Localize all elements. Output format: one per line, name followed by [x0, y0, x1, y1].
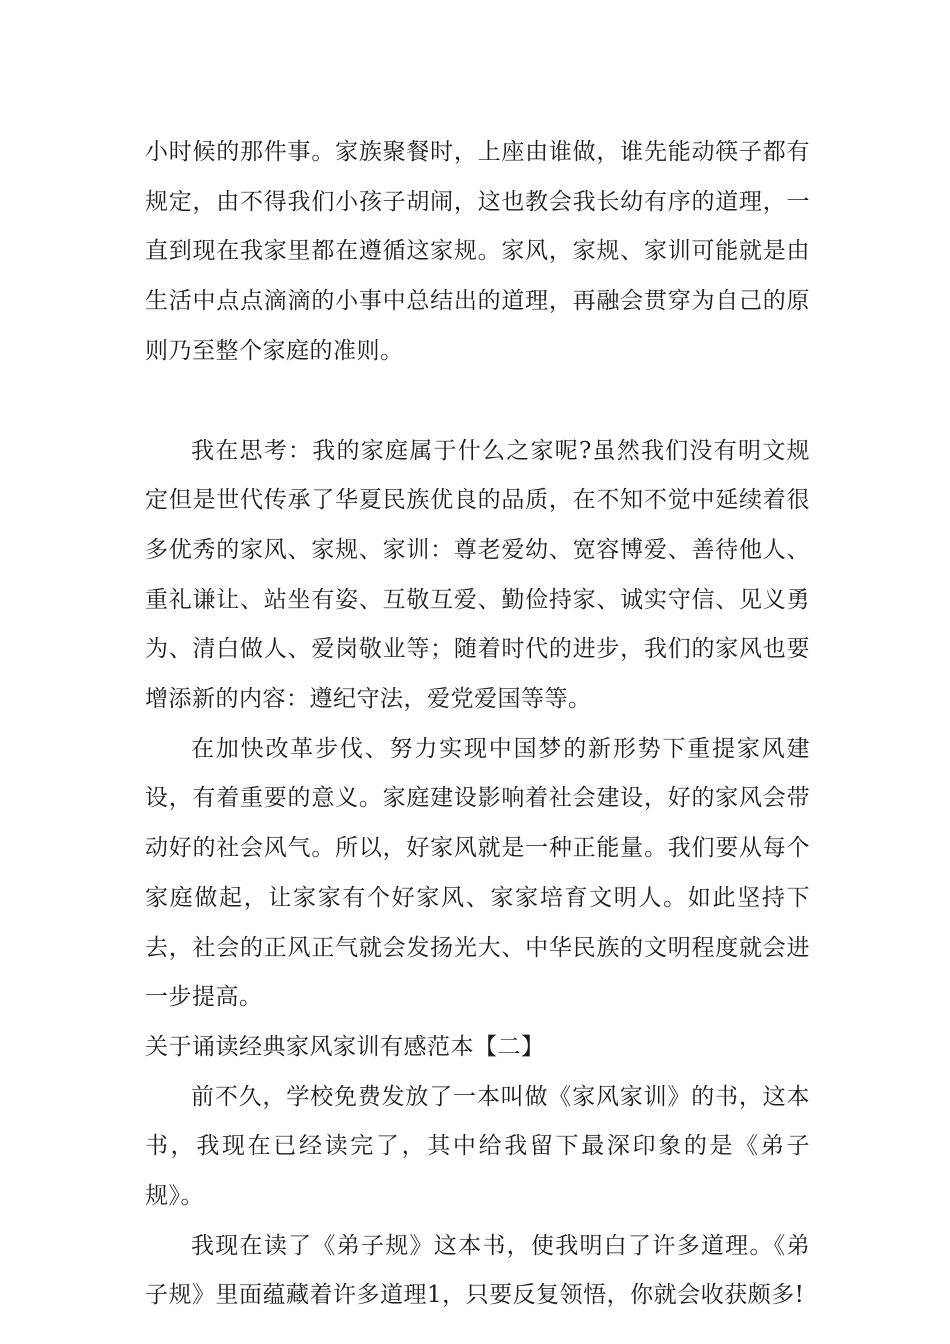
- paragraph-dizigui: 我现在读了《弟子规》这本书，使我明白了许多道理。《弟子规》里面蕴藏着许多道理1，只要反复领悟，你就会收获颇多!: [145, 1232, 810, 1309]
- paragraph-family-reflection: 我在思考：我的家庭属于什么之家呢?虽然我们没有明文规定但是世代传承了华夏民族优良的品质，在不知不觉中延续着很多优秀的家风、家规、家训：尊老爱幼、宽容博爱、善待他人、重礼谦让、站坐有姿、互敬互爱、勤俭持家、诚实守信、见义勇为、清白做人、爱岗敬业等；随着时代的进步，我们的家风也要增添新的内容：遵纪守法，爱党爱国等等。: [145, 437, 810, 713]
- paragraph-book-intro: 前不久，学校免费发放了一本叫做《家风家训》的书，这本书，我现在已经读完了，其中给我留下最深印象的是《弟子规》。: [145, 1083, 810, 1210]
- paragraph-family-values-significance: 在加快改革步伐、努力实现中国梦的新形势下重提家风建设，有着重要的意义。家庭建设影响着社会建设，好的家风会带动好的社会风气。所以，好家风就是一种正能量。我们要从每个家庭做起，让家家有个好家风、家家培育文明人。如此坚持下去，社会的正风正气就会发扬光大、中华民族的文明程度就会进一步提高。: [145, 735, 810, 1011]
- section-heading: 关于诵读经典家风家训有感范本【二】: [145, 1033, 545, 1060]
- document-body: [145, 128, 810, 1321]
- paragraph-continuation: 小时候的那件事。家族聚餐时，上座由谁做，谁先能动筷子都有规定，由不得我们小孩子胡闹，这也教会我长幼有序的道理，一直到现在我家里都在遵循这家规。家风，家规、家训可能就是由生活中点点滴滴的小事中总结出的道理，再融会贯穿为自己的原则乃至整个家庭的准则。: [145, 139, 810, 364]
